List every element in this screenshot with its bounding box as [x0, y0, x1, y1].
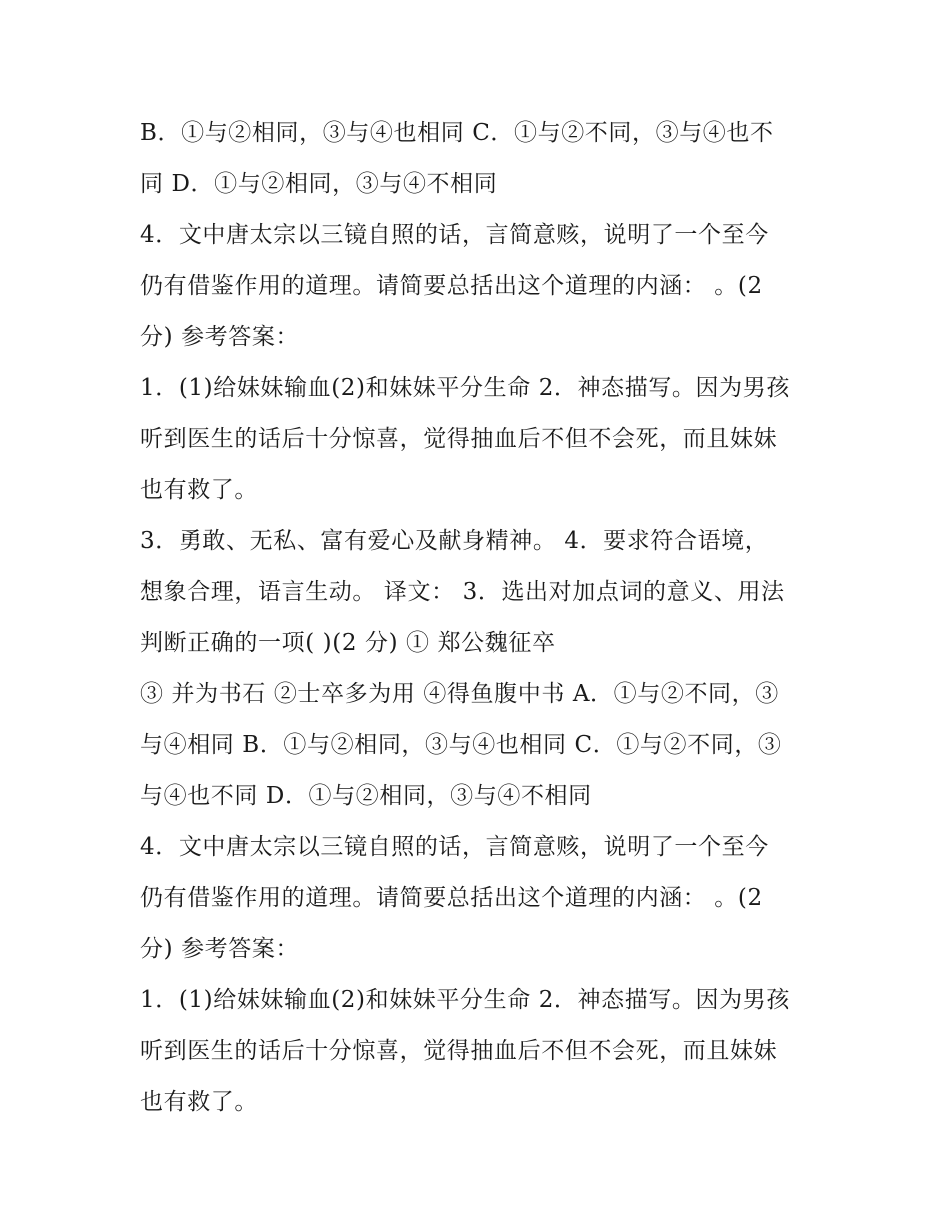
text-line: 仍有借鉴作用的道理。请简要总括出这个道理的内涵： 。(2 — [140, 885, 763, 911]
text-line: 仍有借鉴作用的道理。请简要总括出这个道理的内涵： 。(2 — [140, 273, 763, 299]
text-line: 4．文中唐太宗以三镜自照的话，言简意赅，说明了一个至今 — [140, 222, 769, 248]
text-line: 也有救了。 — [140, 1089, 258, 1115]
text-line: B．①与②相同，③与④也相同 C．①与②不同，③与④也不 — [140, 120, 774, 146]
text-line: 听到医生的话后十分惊喜，觉得抽血后不但不会死，而且妹妹 — [140, 1038, 778, 1064]
text-line: 4．文中唐太宗以三镜自照的话，言简意赅，说明了一个至今 — [140, 834, 769, 860]
document-body — [140, 108, 830, 1128]
text-line: 判断正确的一项( )(2 分) ① 郑公魏征卒 — [140, 630, 556, 656]
text-line: 1．(1)给妹妹输血(2)和妹妹平分生命 2．神态描写。因为男孩 — [140, 375, 790, 401]
text-line: 与④也不同 D．①与②相同，③与④不相同 — [140, 783, 592, 809]
text-line: 分) 参考答案： — [140, 324, 300, 350]
text-line: 与④相同 B．①与②相同，③与④也相同 C．①与②不同，③ — [140, 732, 782, 758]
text-line: 1．(1)给妹妹输血(2)和妹妹平分生命 2．神态描写。因为男孩 — [140, 987, 790, 1013]
text-line: 同 D．①与②相同，③与④不相同 — [140, 171, 498, 197]
text-line: 听到医生的话后十分惊喜，觉得抽血后不但不会死，而且妹妹 — [140, 426, 778, 452]
text-line: 想象合理，语言生动。 译文： 3．选出对加点词的意义、用法 — [140, 579, 785, 605]
text-line: 3．勇敢、无私、富有爱心及献身精神。 4．要求符合语境， — [140, 528, 769, 554]
text-line: 也有救了。 — [140, 477, 258, 503]
text-line: ③ 并为书石 ②士卒多为用 ④得鱼腹中书 A．①与②不同，③ — [140, 681, 779, 707]
text-line: 分) 参考答案： — [140, 936, 300, 962]
